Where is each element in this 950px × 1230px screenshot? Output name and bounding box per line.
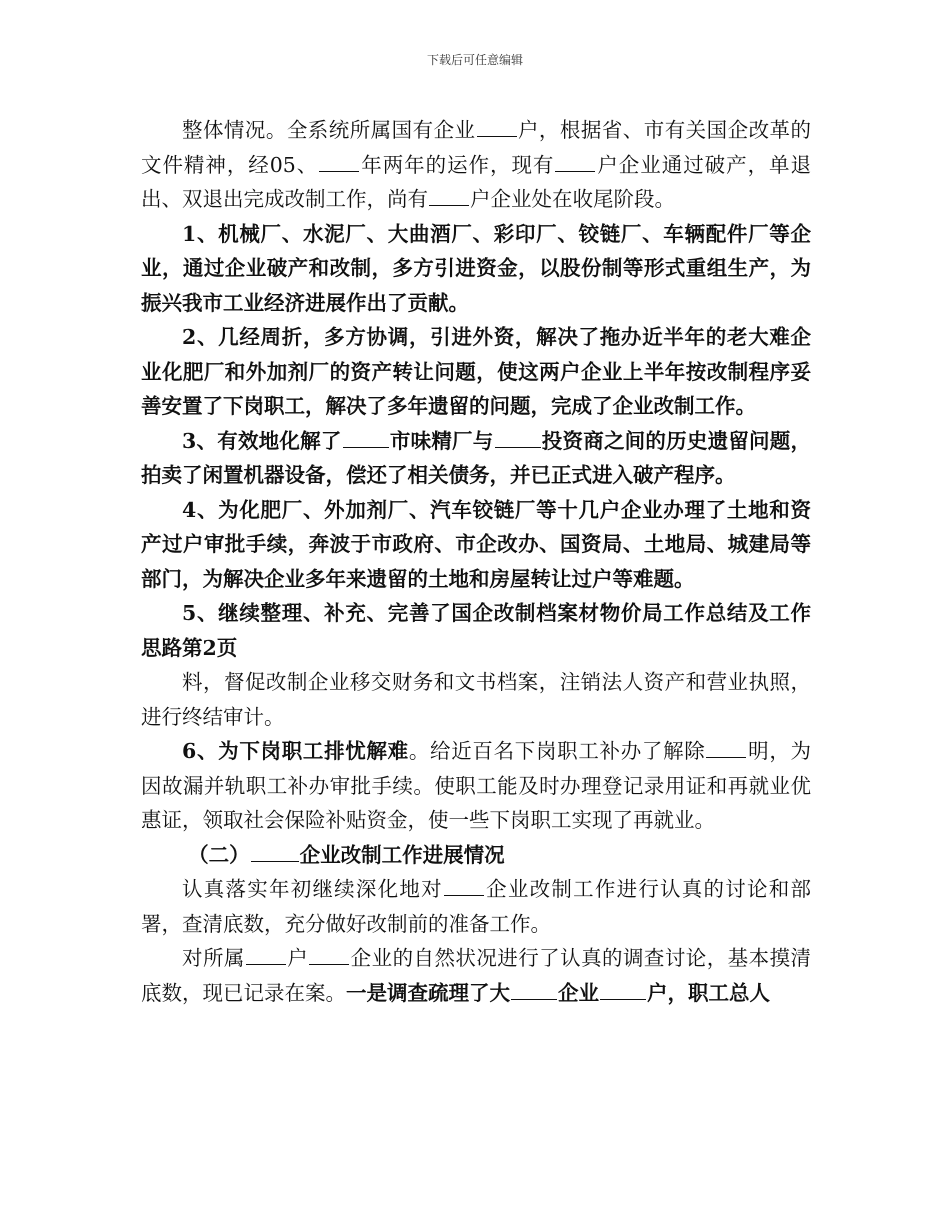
item6-text-b: 明，为因故漏并轨职工补办审批手续。使职工能及时办理登记录用证和再就业优惠证，领取社会保险补贴资金，使一些下岗职工实现了再就业。 bbox=[141, 739, 812, 832]
paragraph-item-1: 1、机械厂、水泥厂、大曲酒厂、彩印厂、铰链厂、车辆配件厂等企业，通过企业破产和改制，多方引进资金，以股份制等形式重组生产，为振兴我市工业经济进展作出了贡献。 bbox=[141, 221, 811, 315]
blank-line bbox=[251, 860, 299, 862]
survey-text-b: 户 bbox=[286, 946, 309, 970]
survey-text-e: 企业 bbox=[558, 980, 599, 1005]
section2-title: 企业改制工作进展情况 bbox=[299, 842, 505, 867]
blank-line bbox=[319, 170, 359, 172]
blank-line bbox=[309, 963, 349, 965]
overview-text-b: 户，根据省、市有关国企改革的文件精神，经05、 bbox=[141, 118, 811, 177]
paragraph-item-6 bbox=[141, 734, 811, 838]
blank-line bbox=[343, 446, 389, 448]
survey-text-f: 户，职工总人 bbox=[647, 980, 770, 1005]
paragraph-survey bbox=[141, 941, 811, 1010]
blank-line bbox=[706, 756, 746, 758]
item6-bold-lead: 6、为下岗职工排忧解难 bbox=[182, 739, 409, 763]
blank-line bbox=[477, 135, 517, 137]
section2-intro-a: 认真落实年初继续深化地对 bbox=[182, 877, 443, 901]
blank-line bbox=[246, 963, 286, 965]
paragraph-section2-intro bbox=[141, 872, 811, 941]
item3-text-c: 投资商之间的历史遗留问题，拍卖了闲置机器设备，偿还了相关债务，并已正式进入破产程序。 bbox=[141, 428, 812, 487]
paragraph-item-4: 4、为化肥厂、外加剂厂、汽车铰链厂等十几户企业办理了土地和资产过户审批手续，奔波于市政府、市企改办、国资局、土地局、城建局等部门，为解决企业多年来遗留的土地和房屋转让过户等难题。 bbox=[141, 497, 811, 591]
item3-text-b: 市味精厂与 bbox=[389, 428, 494, 453]
overview-text-d: 户企业通过破产，单退出、双退出完成改制工作，尚有 bbox=[141, 152, 811, 211]
section2-number: （二） bbox=[188, 842, 250, 867]
blank-line bbox=[511, 998, 557, 1000]
paragraph-item-2: 2、几经周折，多方协调，引进外资，解决了拖办近半年的老大难企业化肥厂和外加剂厂的资产转让问题，使这两户企业上半年按改制程序妥善安置了下岗职工，解决了多年遗留的问题，完成了企业改制工作。 bbox=[141, 325, 811, 418]
section2-intro-b: 企业改制工作进行认真的讨论和部署，查清底数，充分做好改制前的准备工作。 bbox=[141, 877, 812, 936]
document-body bbox=[141, 113, 811, 1010]
item3-text-a: 3、有效地化解了 bbox=[182, 428, 342, 453]
overview-text-c: 年两年的运作，现有 bbox=[360, 152, 555, 177]
blank-line bbox=[495, 446, 541, 448]
survey-text-a: 对所属 bbox=[182, 946, 245, 970]
blank-line bbox=[555, 170, 595, 172]
blank-line bbox=[429, 204, 469, 206]
paragraph-item-3 bbox=[141, 424, 811, 493]
item6-text-a: 。给近百名下岗职工补办了解除 bbox=[408, 739, 706, 763]
section-heading-2 bbox=[141, 838, 811, 873]
overview-text-e: 户企业处在收尾阶段。 bbox=[470, 187, 675, 211]
paragraph-item-5-continued: 料，督促改制企业移交财务和文书档案，注销法人资产和营业执照，进行终结审计。 bbox=[141, 670, 811, 729]
survey-text-d: 一是调查疏理了大 bbox=[346, 980, 510, 1005]
blank-line bbox=[444, 894, 484, 896]
paragraph-item-5: 5、继续整理、补充、完善了国企改制档案材物价局工作总结及工作思路第2页 bbox=[141, 601, 811, 660]
overview-text-a: 整体情况。全系统所属国有企业 bbox=[182, 118, 476, 142]
page-header-note: 下载后可任意编辑 bbox=[426, 53, 523, 67]
blank-line bbox=[600, 998, 646, 1000]
survey-text-c: 企业的自然状况进行了认真的调查讨论，基本摸清底数，现已记录在案。 bbox=[141, 946, 812, 1005]
paragraph-overview bbox=[141, 113, 811, 217]
